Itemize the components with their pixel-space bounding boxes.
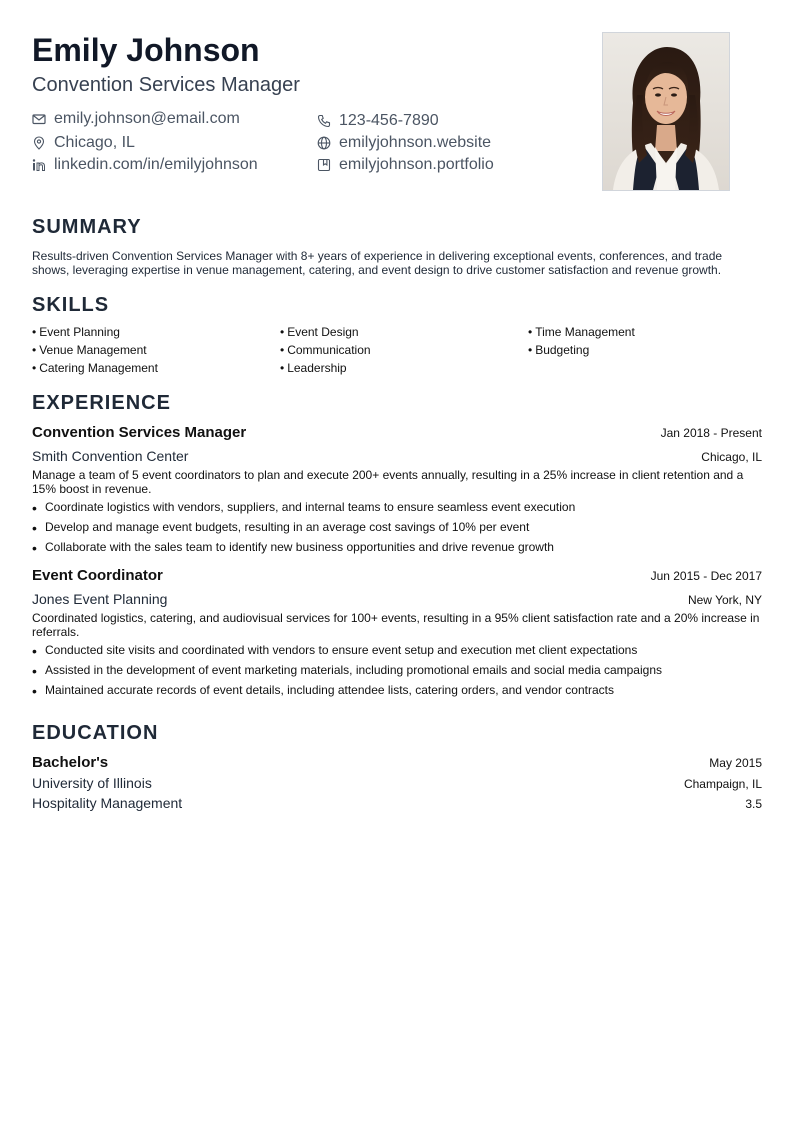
contact-location	[32, 133, 135, 153]
job-entry	[32, 566, 762, 699]
contact-email-text: emily.johnson@email.com	[54, 110, 240, 127]
job-description: Manage a team of 5 event coordinators to plan and execute 200+ events annually, resulting in a 25% increase in client retention and a 15% boost in revenue.	[32, 468, 744, 496]
resume-header	[32, 32, 762, 212]
contact-linkedin-text: linkedin.com/in/emilyjohnson	[54, 156, 258, 173]
job-dates: Jun 2015 - Dec 2017	[650, 569, 762, 583]
contact-website-text: emilyjohnson.website	[339, 134, 492, 151]
profile-photo	[602, 32, 730, 191]
skills-section	[32, 293, 762, 375]
job-location: Chicago, IL	[701, 450, 762, 464]
skill-item: • Event Planning	[32, 325, 120, 339]
education-school: University of Illinois	[32, 775, 152, 791]
education-location: Champaign, IL	[683, 777, 762, 791]
skill-item: • Communication	[280, 343, 371, 357]
job-company: Jones Event Planning	[32, 591, 168, 607]
portfolio-icon	[317, 158, 331, 172]
candidate-title: Convention Services Manager	[32, 74, 300, 96]
summary-heading: SUMMARY	[32, 216, 142, 238]
summary-section	[32, 215, 762, 277]
skill-item: • Leadership	[280, 361, 347, 375]
education-degree: Bachelor's	[32, 754, 109, 771]
job-bullets	[32, 500, 762, 556]
skill-item: • Time Management	[528, 325, 635, 339]
job-entry	[32, 423, 762, 556]
skill-item: • Venue Management	[32, 343, 147, 357]
globe-icon	[317, 136, 331, 150]
contact-phone-text: 123-456-7890	[339, 112, 439, 129]
skill-item: • Event Design	[280, 325, 359, 339]
list-item: • Assisted in the development of event marketing materials, including promotional emails and social media campaigns	[32, 663, 662, 679]
list-item: • Maintained accurate records of event details, including attendee lists, catering orders, and vendor contracts	[32, 683, 614, 699]
list-item: • Conducted site visits and coordinated with vendors to ensure event setup and execution met client expectations	[32, 643, 638, 659]
summary-text: Results-driven Convention Services Manager with 8+ years of experience in delivering exceptional events, conferences, and trade shows, leveraging expertise in venue management, catering, and event design to drive customer satisfaction and revenue growth.	[32, 249, 723, 277]
education-field: Hospitality Management	[32, 795, 183, 811]
list-item: • Collaborate with the sales team to identify new business opportunities and drive revenue growth	[32, 540, 554, 556]
map-pin-icon	[32, 136, 46, 150]
skills-heading: SKILLS	[32, 294, 110, 316]
contact-phone[interactable]	[317, 111, 439, 131]
job-bullets	[32, 643, 762, 699]
job-description: Coordinated logistics, catering, and audiovisual services for 100+ events, resulting in a 95% client satisfaction rate and a 20% increase in referrals.	[32, 611, 760, 639]
education-heading: EDUCATION	[32, 722, 159, 744]
phone-icon	[317, 114, 331, 128]
education-date: May 2015	[709, 756, 762, 770]
skill-item: • Budgeting	[528, 343, 590, 357]
contact-portfolio[interactable]	[317, 155, 494, 175]
candidate-name: Emily Johnson	[32, 32, 260, 68]
job-title: Event Coordinator	[32, 567, 163, 584]
list-item: • Coordinate logistics with vendors, suppliers, and internal teams to ensure seamless event execution	[32, 500, 576, 516]
experience-heading: EXPERIENCE	[32, 392, 171, 414]
list-item: • Develop and manage event budgets, resulting in an average cost savings of 10% per event	[32, 520, 530, 536]
contact-website[interactable]	[317, 133, 491, 153]
job-company: Smith Convention Center	[32, 448, 189, 464]
contact-linkedin[interactable]	[32, 155, 258, 175]
job-location: New York, NY	[687, 593, 762, 607]
mail-icon	[32, 112, 46, 126]
education-entry	[32, 753, 762, 813]
skills-list	[32, 325, 762, 375]
job-dates: Jan 2018 - Present	[660, 426, 762, 440]
contact-portfolio-text: emilyjohnson.portfolio	[339, 156, 494, 173]
education-section	[32, 721, 762, 813]
job-title: Convention Services Manager	[32, 424, 247, 441]
skill-item: • Catering Management	[32, 361, 158, 375]
education-gpa: 3.5	[745, 797, 762, 811]
contact-email[interactable]	[32, 109, 240, 129]
contact-location-text: Chicago, IL	[54, 134, 135, 151]
linkedin-icon	[32, 158, 46, 172]
experience-section	[32, 391, 762, 699]
